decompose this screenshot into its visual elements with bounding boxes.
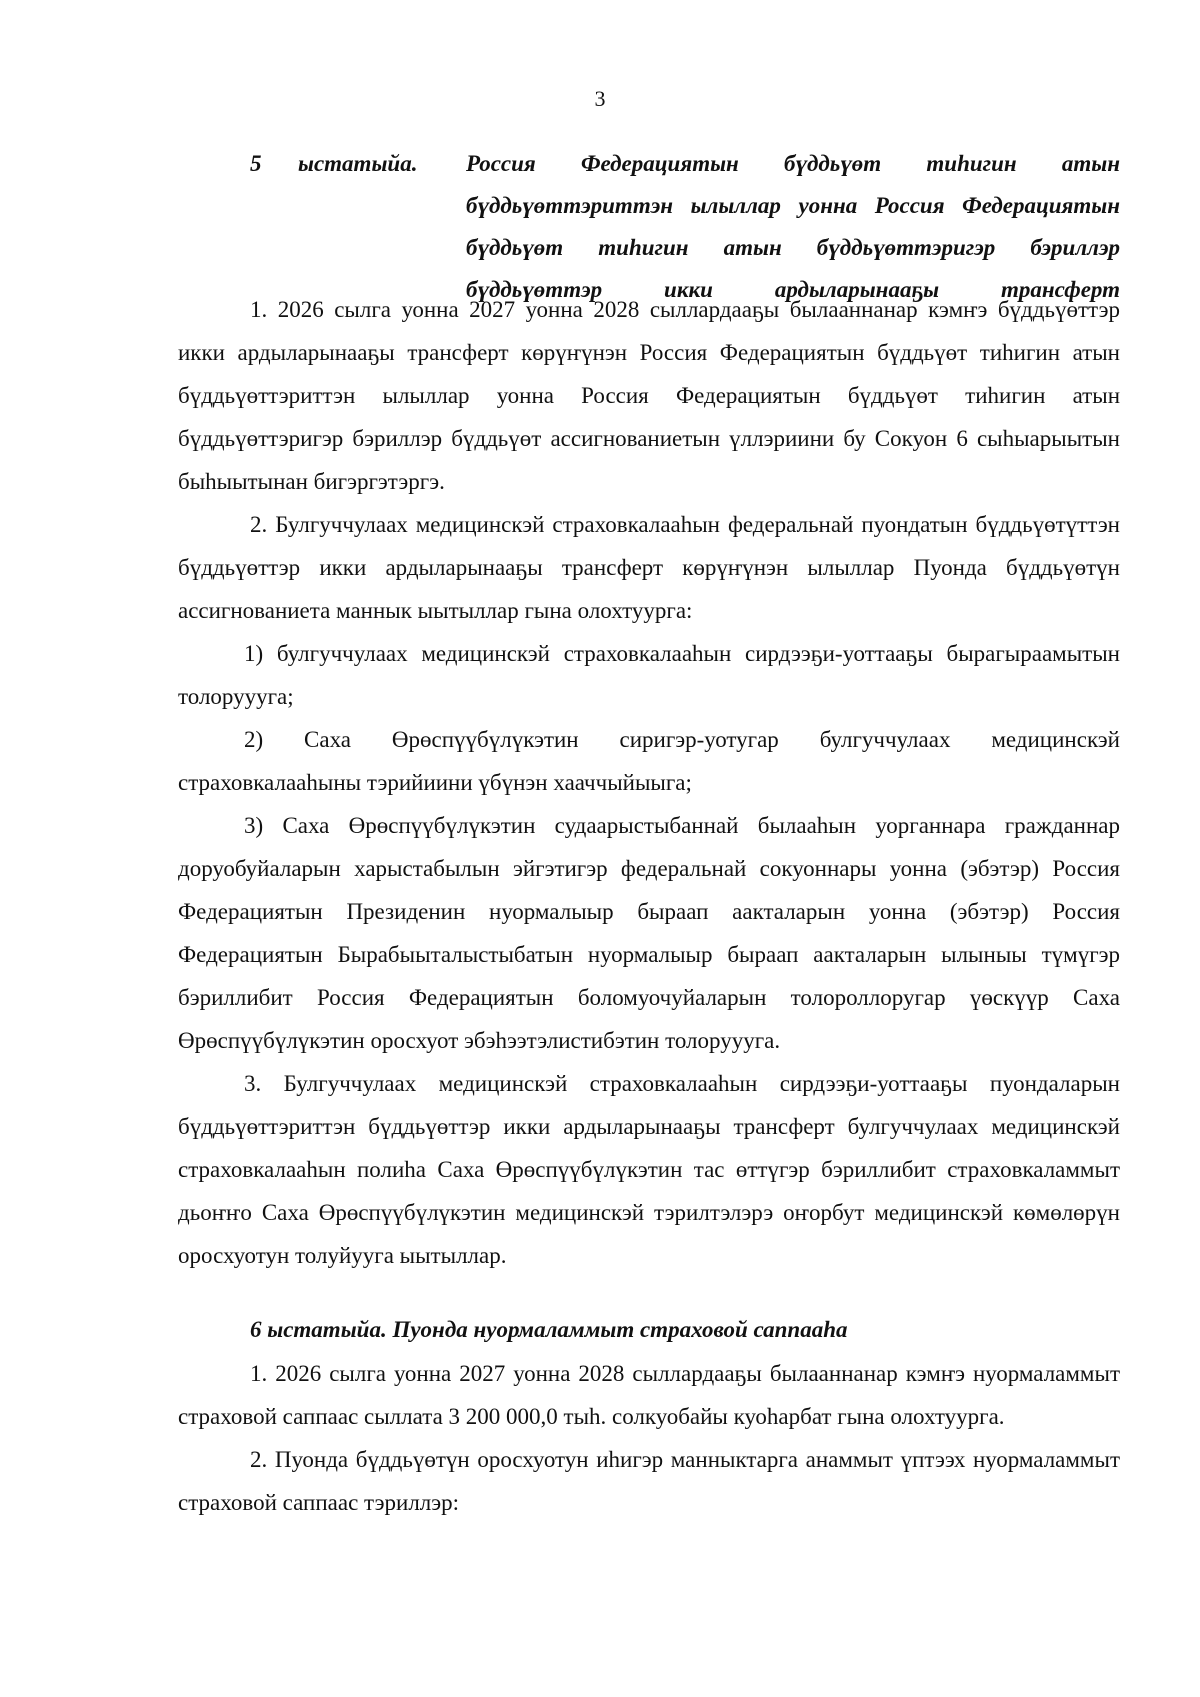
article-5-label: ыстатыйа. bbox=[298, 151, 418, 176]
article-5-item-3: 3) Саха Өрөспүүбүлүкэтин судаарыстыбаннай былааһын уорганнара гражданнар доруобуйаларын харыстабылын эйгэтигэр федеральнай сокуоннары уонна (эбэтэр) Россия Федерациятын Президенин нуормалыыр быраап аакталарын уонна (эбэтэр) Россия Федерациятын Бырабыыталыстыбатын нуормалыыр быраап аакталарын ылыныы түмүгэр бэриллибит Россия Федерациятын боломуочуйаларын толороллоругар үөскүүр Саха Өрөспүүбүлүкэтин оросхуот эбэһээтэлистибэтин толоруууга. bbox=[178, 813, 1120, 1053]
article-5-item-2: 2) Саха Өрөспүүбүлүкэтин сиригэр-уотугар булгуччулаах медицинскэй страховкалааһыны тэрийиини үбүнэн хааччыйыыга; bbox=[178, 727, 1120, 795]
article-5-paragraph-3: 3. Булгуччулаах медицинскэй страховкалааһын сирдээҕи-уоттааҕы пуондаларын бүддьүөттэриттэн бүддьүөттэр икки ардыларынааҕы трансферт булгуччулаах медицинскэй страховкалааһын полиһа Саха Өрөспүүбүлүкэтин тас өттүгэр бэриллибит страховкаламмыт дьоҥҥо Саха Өрөспүүбүлүкэтин медицинскэй тэрилтэлэрэ оҥорбут медицинскэй көмөлөрүн оросхуотун толуйууга ыытыллар. bbox=[178, 1071, 1120, 1268]
article-6-paragraph-2: 2. Пуонда бүддьүөтүн оросхуотун иһигэр манныктарга анаммыт үптээх нуормаламмыт страховой саппаас тэриллэр: bbox=[178, 1447, 1120, 1515]
article-6-body bbox=[178, 1352, 1120, 1524]
article-5-paragraph-2: 2. Булгуччулаах медицинскэй страховкалааһын федеральнай пуондатын бүддьүөтүттэн бүддьүөттэр икки ардыларынааҕы трансферт көрүҥүнэн ылыллар Пуонда бүддьүөтүн ассигнованиета маннык ыытыллар гына олохтуурга: bbox=[178, 512, 1120, 623]
article-5-number: 5 bbox=[250, 151, 262, 176]
article-5-title: Россия Федерациятын бүддьүөт тиһигин атын бүддьүөттэриттэн ылыллар уонна Россия Федерациятын бүддьүөт тиһигин атын бүддьүөттэригэр бэриллэр бүддьүөттэр икки ардыларынааҕы трансферт bbox=[466, 151, 1120, 302]
article-5-heading bbox=[250, 143, 1120, 311]
article-5-paragraph-1: 1. 2026 сылга уонна 2027 уонна 2028 сыллардааҕы былааннанар кэмҥэ бүддьүөттэр икки ардыларынааҕы трансферт көрүҥүнэн Россия Федерациятын бүддьүөт тиһигин атын бүддьүөттэриттэн ылыллар уонна Россия Федерациятын бүддьүөт тиһигин атын бүддьүөттэригэр бэриллэр бүддьүөт ассигнованиетын үллэриини бу Сокуон 6 сыһыарыытын быһыытынан бигэргэтэргэ. bbox=[178, 297, 1120, 494]
article-5-body bbox=[178, 288, 1120, 1277]
article-5-item-1: 1) булгуччулаах медицинскэй страховкалааһын сирдээҕи-уоттааҕы бырагыраамытын толоруууга; bbox=[178, 641, 1120, 709]
article-6-heading: 6 ыстатыйа. Пуонда нуормаламмыт страховой саппааһа bbox=[250, 1317, 848, 1342]
article-6-paragraph-1: 1. 2026 сылга уонна 2027 уонна 2028 сыллардааҕы былааннанар кэмҥэ нуормаламмыт страховой саппаас сыллата 3 200 000,0 тыһ. солкуобайы куоһарбат гына олохтуурга. bbox=[178, 1361, 1120, 1429]
page-number: 3 bbox=[594, 86, 606, 111]
